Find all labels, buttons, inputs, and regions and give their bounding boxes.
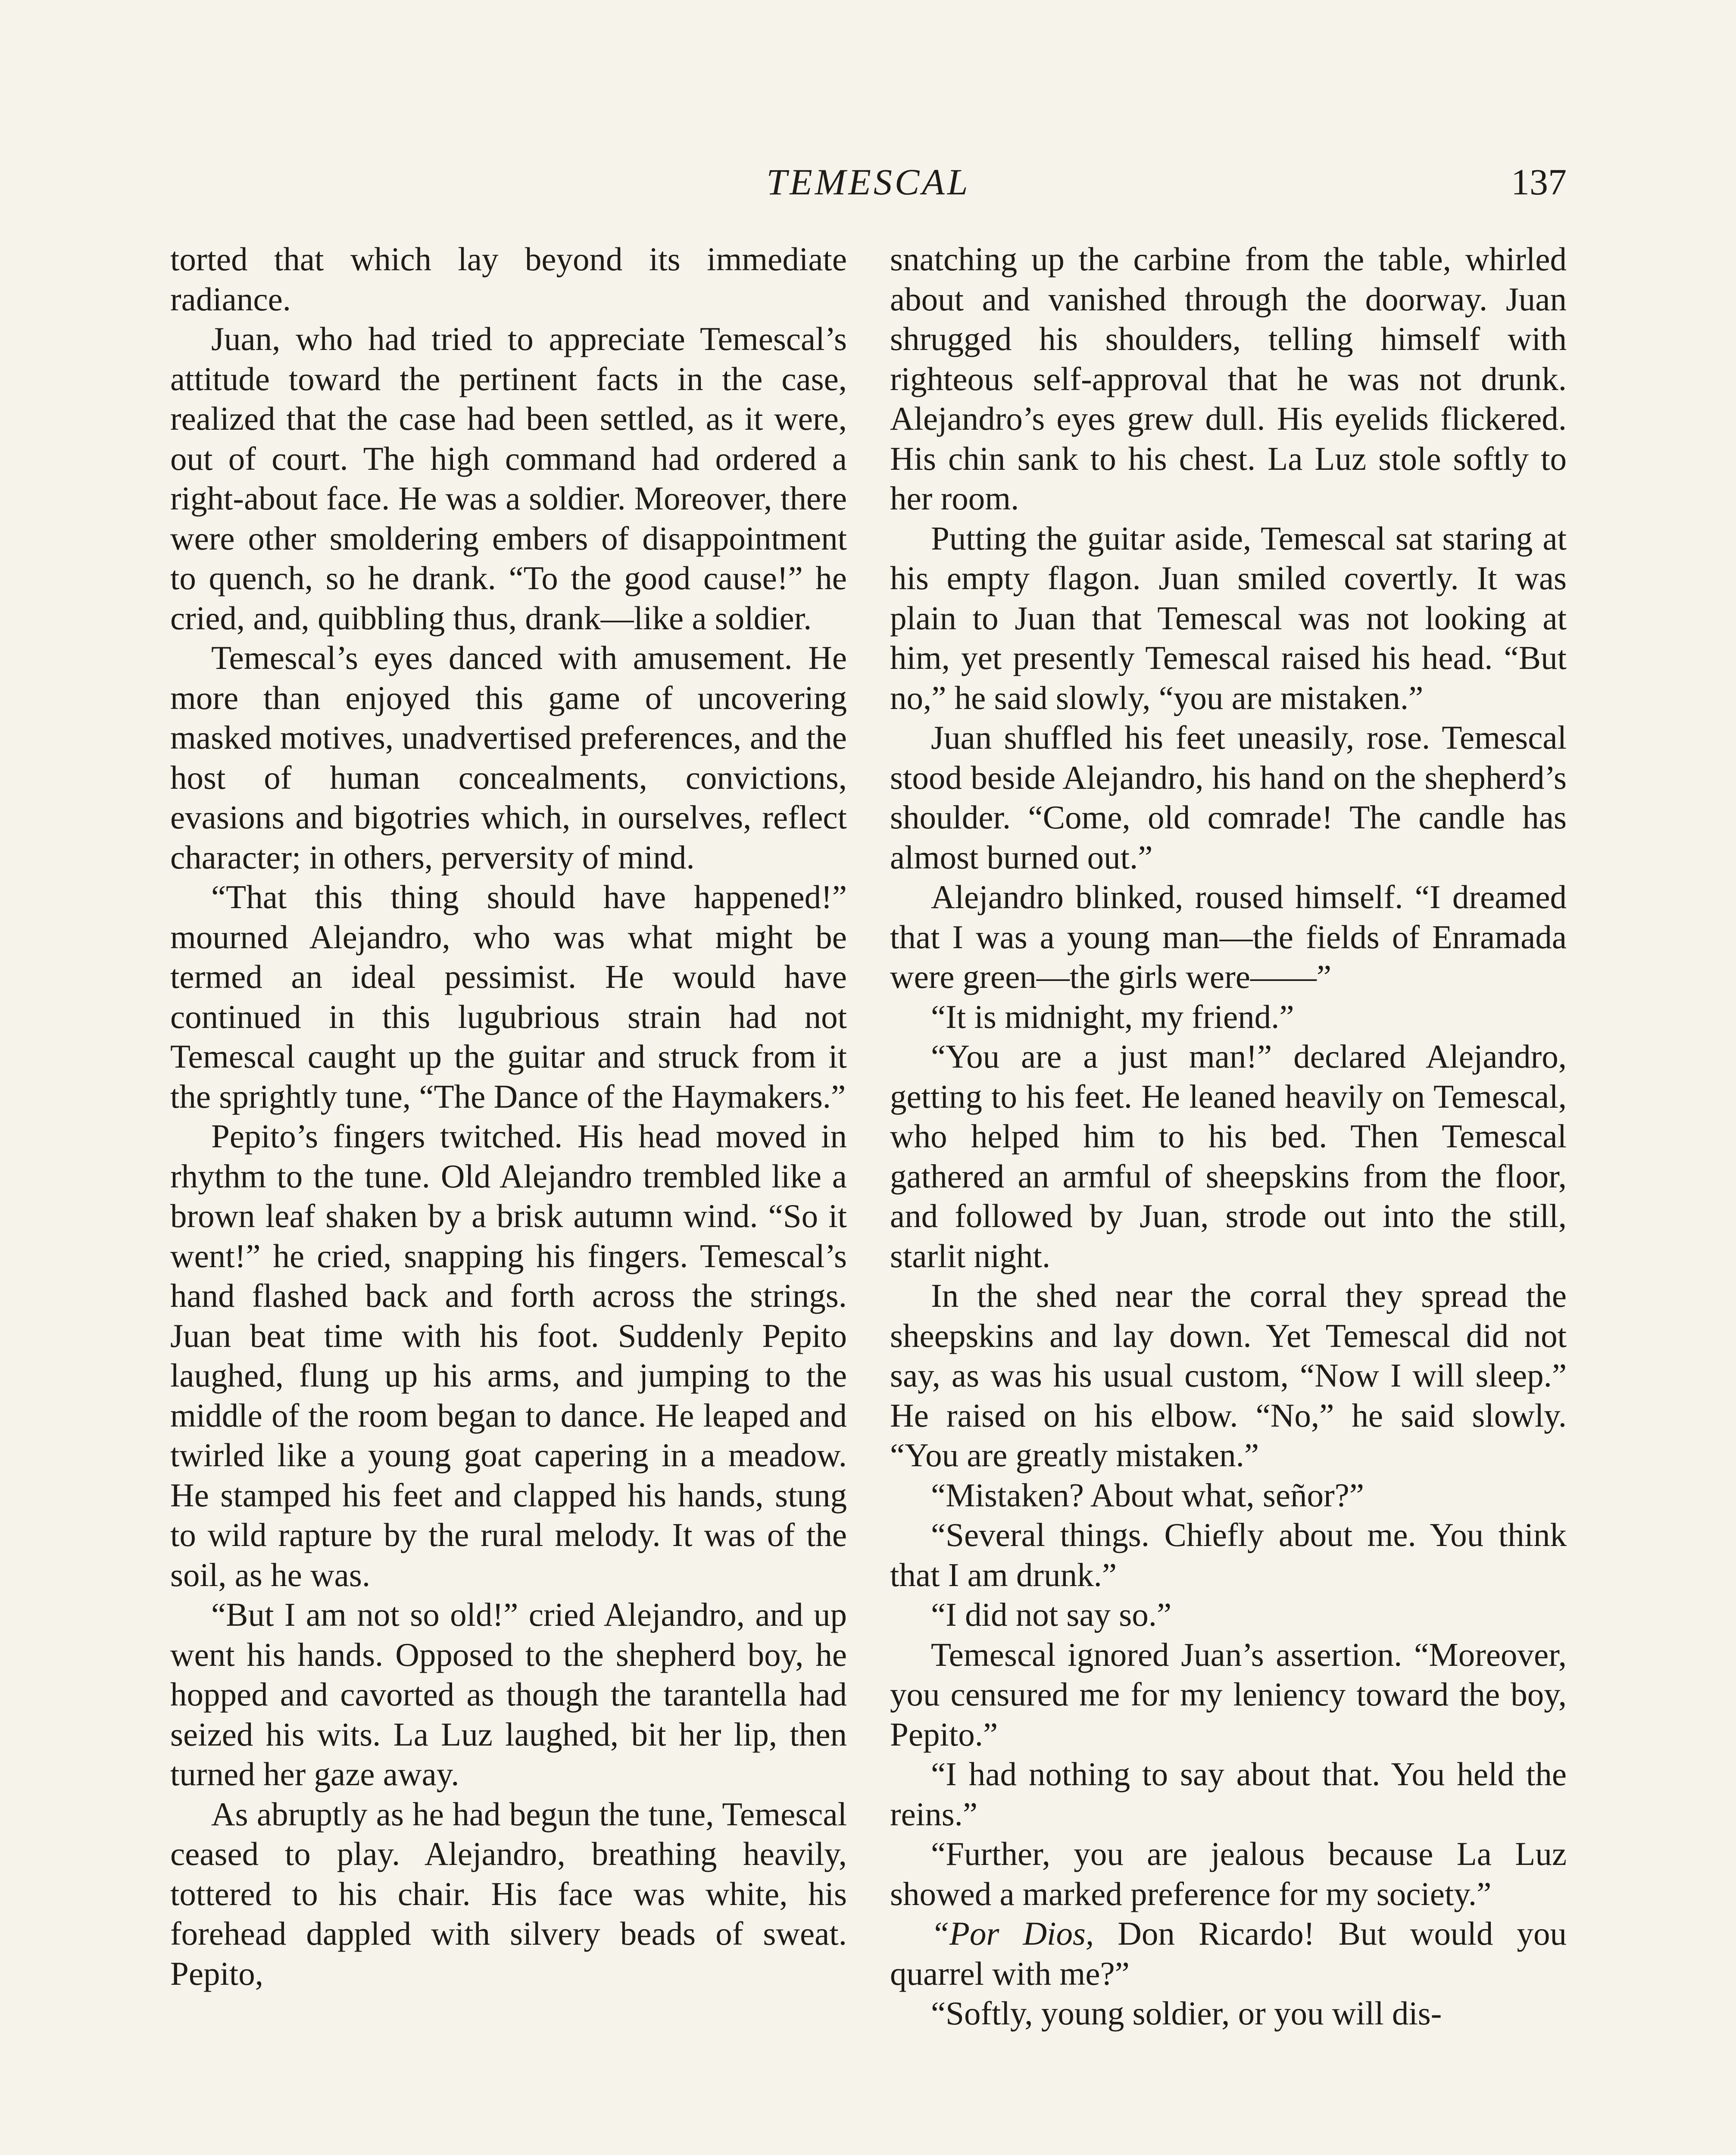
paragraph: Juan, who had tried to appreciate Temescal’s attitude toward the pertinent facts in the case, realized that the case had been settled, as it were, out of court. The high command had ordered a right-about face. He was a soldier. Moreover, there were other smoldering embers of disappointment to quench, so he drank. “To the good cause!” he cried, and, quibbling thus, drank—like a soldier. [170, 320, 847, 637]
paragraph: “It is midnight, my friend.” [931, 998, 1294, 1035]
paragraph: “You are a just man!” declared Alejandro, getting to his feet. He leaned heavily on Temescal, who helped him to his bed. Then Temescal gathered an armful of sheepskins from the floor, and followed by Juan, strode out into the still, starlit night. [890, 1038, 1567, 1274]
paragraph: Temescal’s eyes danced with amusement. He more than enjoyed this game of uncovering masked motives, unadvertised preferences, and the host of human concealments, convictions, evasions and bigotries which, in ourselves, reflect character; in others, perversity of mind. [170, 639, 847, 876]
paragraph: “That this thing should have happened!” mourned Alejandro, who was what might be termed an ideal pessimist. He would have continued in this lugubrious strain had not Temescal caught up the guitar and struck from it the sprightly tune, “The Dance of the Haymakers.” [170, 878, 847, 1115]
paragraph: As abruptly as he had begun the tune, Temescal ceased to play. Alejandro, breathing heavily, tottered to his chair. His face was white, his forehead dappled with silvery beads of sweat. Pepito, [170, 1795, 847, 1992]
paragraph: “But I am not so old!” cried Alejandro, and up went his hands. Opposed to the shepherd boy, he hopped and cavorted as though the tarantella had seized his wits. La Luz laughed, bit her lip, then turned her gaze away. [170, 1596, 847, 1793]
page-number: 137 [1511, 161, 1567, 203]
paragraph: In the shed near the corral they spread the sheepskins and lay down. Yet Temescal did not say, as was his usual custom, “Now I will sleep.” He raised on his elbow. “No,” he said slowly. “You are greatly mistaken.” [890, 1277, 1567, 1474]
paragraph: Putting the guitar aside, Temescal sat staring at his empty flagon. Juan smiled covertly. It was plain to Juan that Temescal was not looking at him, yet presently Temescal raised his head. “But no,” he said slowly, “you are mistaken.” [890, 519, 1567, 716]
paragraph: “Por Dios, Don Ricardo! But would you quarrel with me?” [890, 1915, 1567, 1992]
paragraph: “I had nothing to say about that. You held the reins.” [890, 1755, 1567, 1833]
paragraph: “Mistaken? About what, señor?” [931, 1476, 1364, 1514]
paragraph: Alejandro blinked, roused himself. “I dreamed that I was a young man—the fields of Enramada were green—the girls were——” [890, 878, 1567, 995]
paragraph: “I did not say so.” [931, 1596, 1172, 1633]
paragraph: Juan shuffled his feet uneasily, rose. Temescal stood beside Alejandro, his hand on the shepherd’s shoulder. “Come, old comrade! The candle has almost burned out.” [890, 719, 1567, 876]
paragraph: “Softly, young soldier, or you will dis- [931, 1995, 1442, 2032]
paragraph: Temescal ignored Juan’s assertion. “Moreover, you censured me for my leniency toward the boy, Pepito.” [890, 1636, 1567, 1753]
paragraph: torted that which lay beyond its immediate radiance. [170, 240, 847, 318]
paragraph: “Further, you are jealous because La Luz showed a marked preference for my society.” [890, 1835, 1567, 1912]
paragraph: “Several things. Chiefly about me. You think that I am drunk.” [890, 1516, 1567, 1593]
right-column [890, 239, 1567, 2033]
paragraph: snatching up the carbine from the table, whirled about and vanished through the doorway. Juan shrugged his shoulders, telling himself with righteous self-approval that he was not drunk. Alejandro’s eyes grew dull. His eyelids flickered. His chin sank to his chest. La Luz stole softly to her room. [890, 240, 1567, 517]
page-header [170, 160, 1567, 212]
italic-phrase: “Por Dios, [931, 1915, 1094, 1952]
paragraph: Pepito’s fingers twitched. His head moved in rhythm to the tune. Old Alejandro trembled like a brown leaf shaken by a brisk autumn wind. “So it went!” he cried, snapping his fingers. Temescal’s hand flashed back and forth across the strings. Juan beat time with his foot. Suddenly Pepito laughed, flung up his arms, and jumping to the middle of the room began to dance. He leaped and twirled like a young goat capering in a meadow. He stamped his feet and clapped his hands, stung to wild rapture by the rural melody. It was of the soil, as he was. [170, 1118, 847, 1593]
running-title: TEMESCAL [766, 161, 971, 203]
left-column [170, 239, 847, 1993]
